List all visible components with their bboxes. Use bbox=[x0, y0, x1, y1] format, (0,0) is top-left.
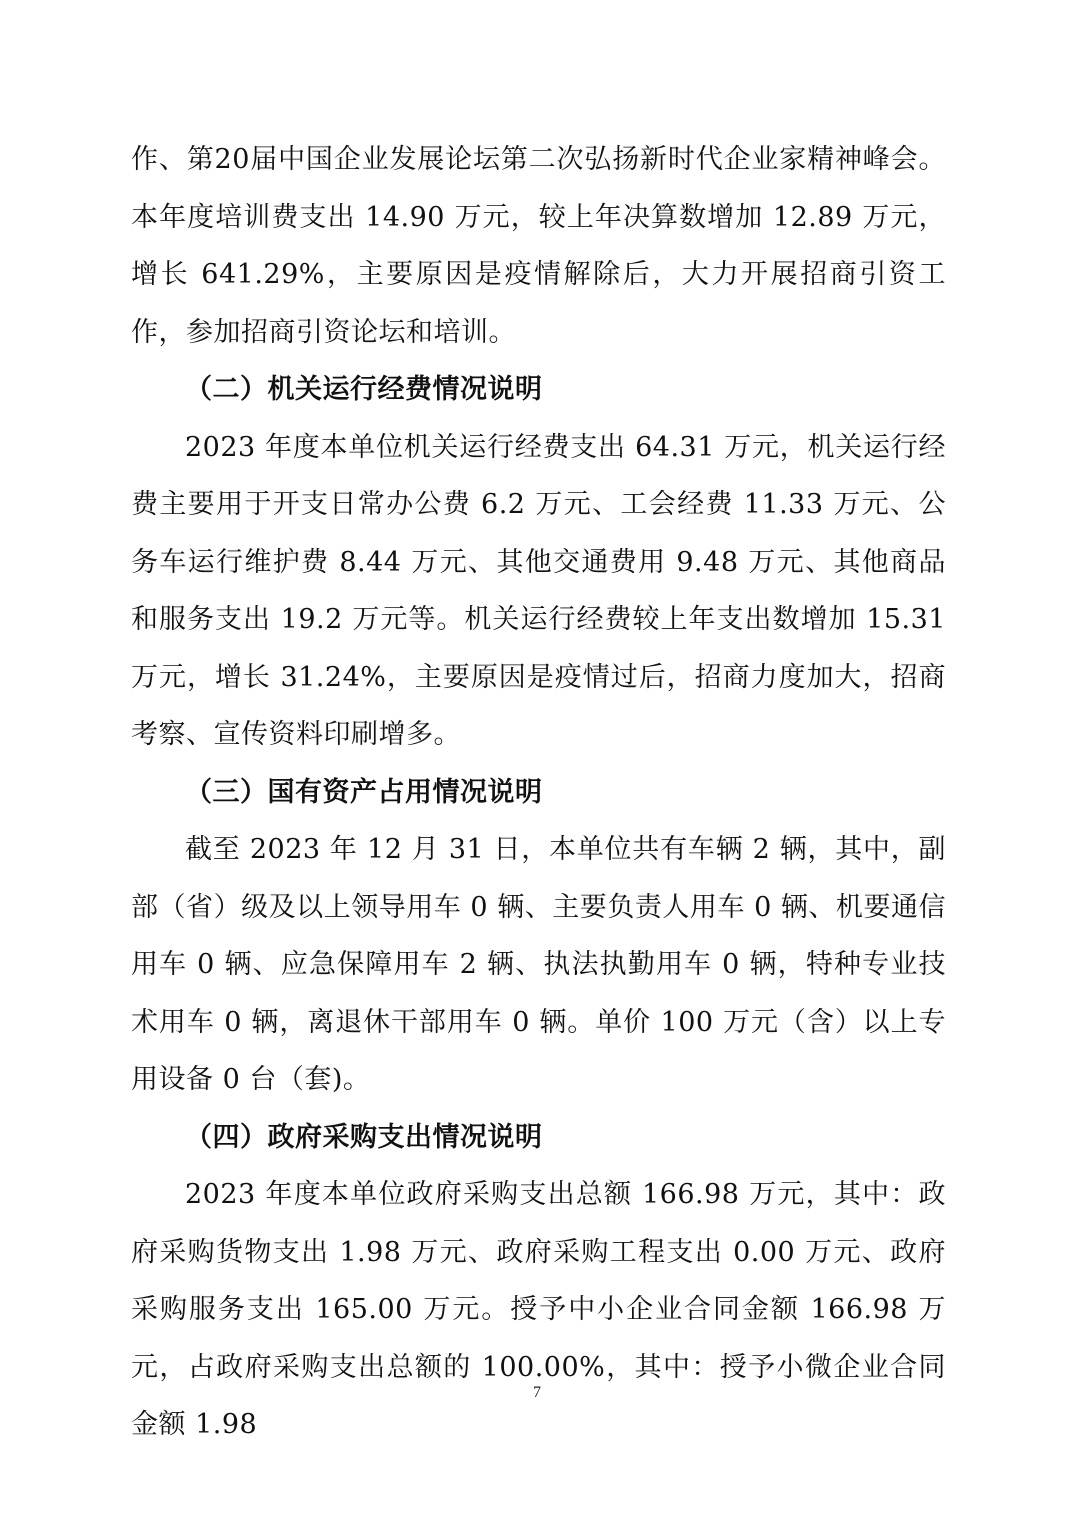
body-paragraph: 截至 2023 年 12 月 31 日，本单位共有车辆 2 辆，其中，副部（省）级及以上领导用车 0 辆、主要负责人用车 0 辆、机要通信用车 0 辆、应急保障用车 2 辆、执法执勤用车 0 辆，特种专业技术用车 0 辆，离退休干部用车 0 辆。单价 100 万元（含）以上专用设备 0 台（套)。 bbox=[131, 834, 946, 1095]
body-paragraph: 2023 年度本单位机关运行经费支出 64.31 万元，机关运行经费主要用于开支日常办公费 6.2 万元、工会经费 11.33 万元、公务车运行维护费 8.44 万元、其他交通费用 9.48 万元、其他商品和服务支出 19.2 万元等。机关运行经费较上年支出数增加 15.31 万元，增长 31.24%，主要原因是疫情过后，招商力度加大，招商考察、宣传资料印刷增多。 bbox=[131, 431, 946, 750]
section-heading: （四）政府采购支出情况说明 bbox=[185, 1121, 543, 1153]
section-heading: （二）机关运行经费情况说明 bbox=[185, 374, 543, 405]
section-heading: （三）国有资产占用情况说明 bbox=[185, 776, 543, 808]
page-number: 7 bbox=[533, 1384, 541, 1401]
body-paragraph: 作、第20届中国企业发展论坛第二次弘扬新时代企业家精神峰会。本年度培训费支出 14.90 万元，较上年决算数增加 12.89 万元，增长 641.29%，主要原因是疫情解除后，大力开展招商引资工作，参加招商引资论坛和培训。 bbox=[131, 144, 946, 348]
body-paragraph: 2023 年度本单位政府采购支出总额 166.98 万元，其中：政府采购货物支出 1.98 万元、政府采购工程支出 0.00 万元、政府采购服务支出 165.00 万元。授予中小企业合同金额 166.98 万元，占政府采购支出总额的 100.00%，其中：授予小微企业合同金额 1.98 bbox=[131, 1179, 946, 1440]
document-body bbox=[131, 131, 946, 1454]
